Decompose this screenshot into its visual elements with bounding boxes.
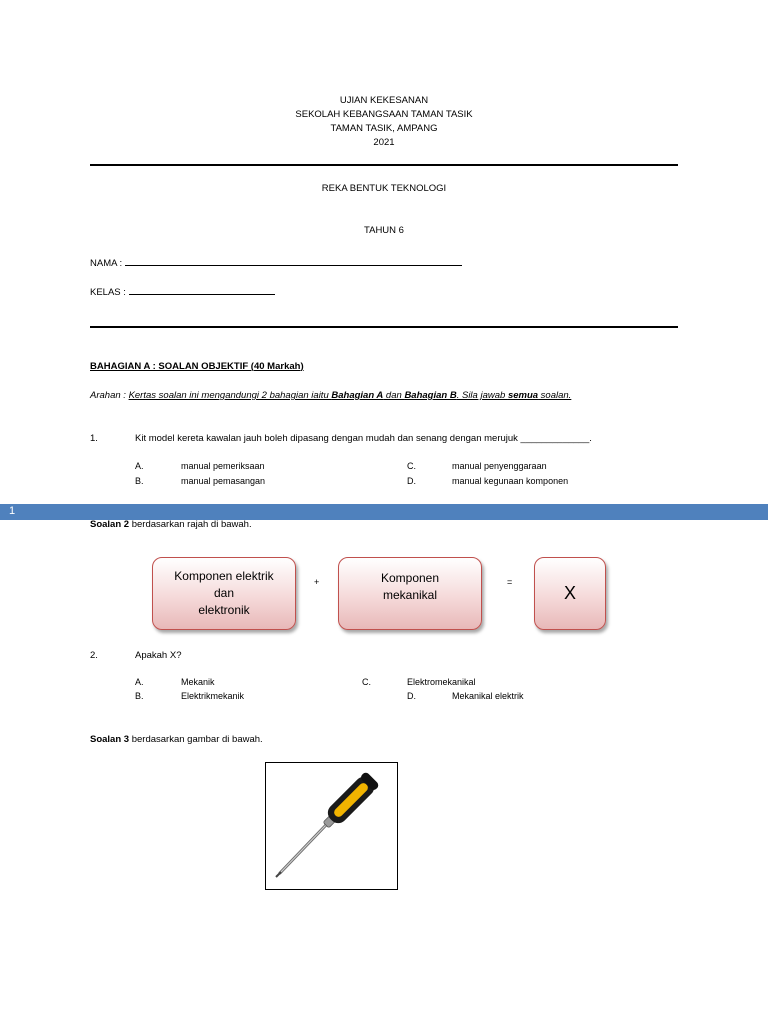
q2-option-a-text[interactable]: Mekanik: [181, 677, 215, 687]
q1-text: Kit model kereta kawalan jauh boleh dipasang dengan mudah dan senang dengan merujuk _____________.: [135, 433, 592, 444]
q1-option-a-text[interactable]: manual pemeriksaan: [181, 461, 265, 471]
name-field[interactable]: [90, 256, 462, 269]
q1-option-b-text[interactable]: manual pemasangan: [181, 476, 266, 486]
diagram-plus-sign: +: [314, 577, 320, 587]
q2-option-c-letter[interactable]: C.: [362, 677, 371, 687]
header-divider-top: [90, 164, 678, 166]
q1-option-c-letter[interactable]: C.: [407, 461, 416, 471]
section-title: BAHAGIAN A : SOALAN OBJEKTIF (40 Markah): [90, 361, 304, 372]
exam-title: UJIAN KEKESANAN: [339, 95, 429, 106]
q2-option-d-text[interactable]: Mekanikal elektrik: [452, 691, 524, 701]
q1-option-b-letter[interactable]: B.: [135, 476, 144, 486]
exam-year: 2021: [373, 137, 395, 148]
q2-option-c-text[interactable]: Elektromekanikal: [407, 677, 476, 687]
q2-text: Apakah X?: [135, 650, 182, 661]
q1-option-d-letter[interactable]: D.: [407, 476, 416, 486]
q2-number: 2.: [90, 650, 98, 661]
page-separator-bar: [0, 504, 768, 520]
class-label: KELAS :: [90, 287, 126, 298]
school-name: SEKOLAH KEBANGSAAN TAMAN TASIK: [295, 109, 473, 120]
q2-option-b-text[interactable]: Elektrikmekanik: [181, 691, 245, 701]
page-number: 1: [9, 505, 16, 517]
class-line[interactable]: [129, 285, 275, 295]
q2-option-a-letter[interactable]: A.: [135, 677, 144, 687]
diagram-box-mechanical-components: Komponen mekanikal: [338, 557, 482, 630]
subject-title: REKA BENTUK TEKNOLOGI: [321, 183, 447, 194]
class-field[interactable]: [90, 285, 275, 298]
q1-option-c-text[interactable]: manual penyenggaraan: [452, 461, 547, 471]
name-line[interactable]: [125, 256, 462, 266]
name-label: NAMA :: [90, 258, 123, 269]
diagram-box-answer-x: X: [534, 557, 606, 630]
instruction-prefix: Arahan :: [90, 390, 129, 401]
school-address: TAMAN TASIK, AMPANG: [330, 123, 438, 134]
diagram-equals-sign: =: [507, 577, 513, 587]
screwdriver-icon: [266, 763, 397, 889]
q3-image-frame: [265, 762, 398, 890]
q1-number: 1.: [90, 433, 98, 444]
q3-lead: Soalan 3 berdasarkan gambar di bawah.: [90, 734, 263, 745]
grade-title: TAHUN 6: [364, 225, 404, 236]
section-instruction: Arahan : Kertas soalan ini mengandungi 2 bahagian iaitu Bahagian A dan Bahagian B. Sila jawab semua soalan.: [90, 390, 572, 401]
q1-option-d-text[interactable]: manual kegunaan komponen: [452, 476, 569, 486]
q2-option-d-letter[interactable]: D.: [407, 691, 416, 701]
q2-lead: Soalan 2 berdasarkan rajah di bawah.: [90, 519, 252, 530]
header-divider-bottom: [90, 326, 678, 328]
q2-option-b-letter[interactable]: B.: [135, 691, 144, 701]
diagram-box-electrical-components: Komponen elektrik dan elektronik: [152, 557, 296, 630]
q1-option-a-letter[interactable]: A.: [135, 461, 144, 471]
